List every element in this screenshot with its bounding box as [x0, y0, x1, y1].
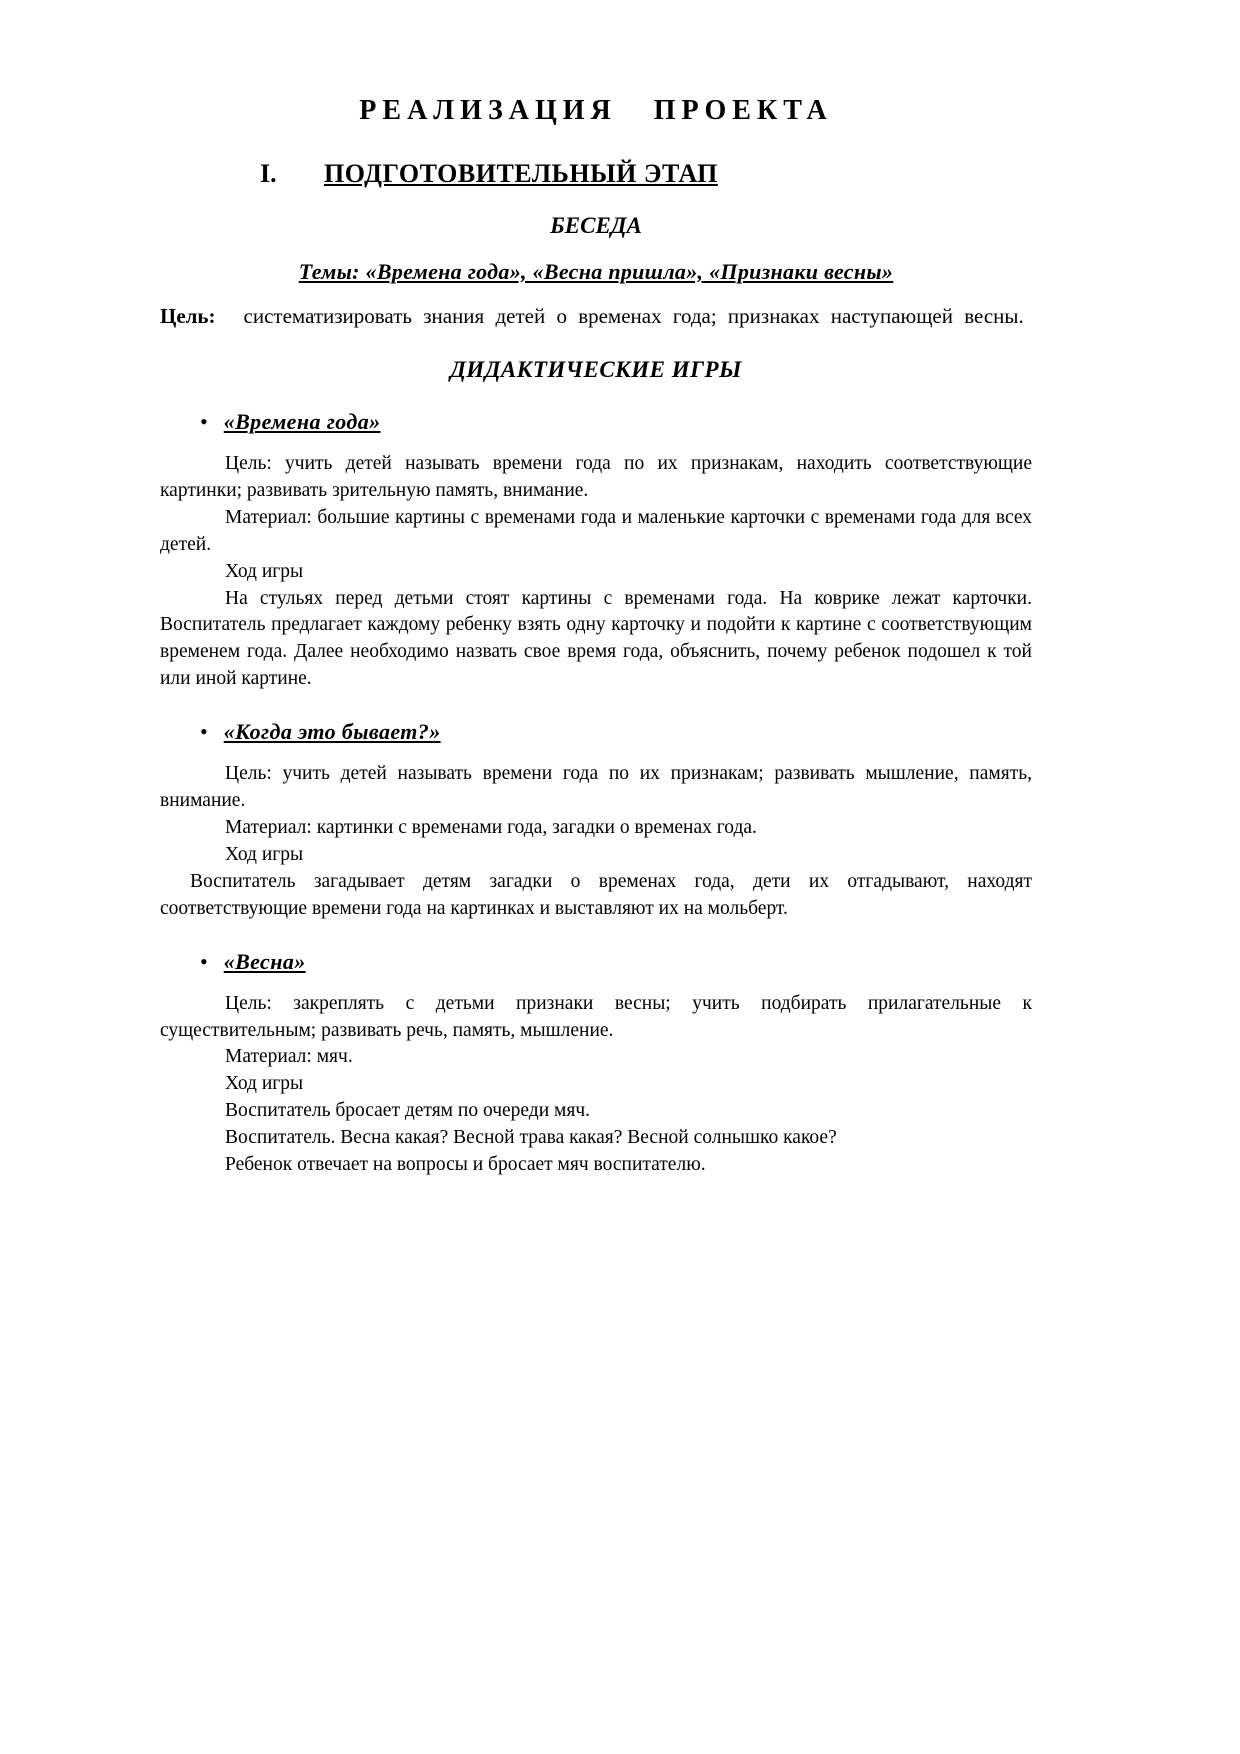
- game-paragraph: Ход игры: [225, 560, 304, 582]
- game-paragraph: Воспитатель бросает детям по очереди мяч.: [225, 1100, 591, 1122]
- themes-line: Темы: «Времена года», «Весна пришла», «Признаки весны»: [298, 259, 894, 284]
- stage-number: I.: [260, 159, 277, 188]
- bullet-icon: [200, 719, 208, 745]
- bullet-icon: [200, 409, 208, 435]
- game-paragraph: На стульях перед детьми стоят картины с временами года. На коврике лежат карточки. Воспитатель предлагает каждому ребенку взять одну карточку и подойти к картине с соответствующим временем года. Далее необходимо назвать свое время года, объяснить, почему ребенок подошел к той или иной картине.: [160, 587, 1032, 690]
- game-paragraph: Цель: учить детей называть времени года по их признакам, находить соответствующие картинки; развивать зрительную память, внимание.: [160, 453, 1032, 501]
- game-title: «Времена года»: [223, 409, 381, 434]
- game-paragraph: Материал: большие картины с временами года и маленькие карточки с временами года для всех детей.: [160, 506, 1032, 555]
- game-title-row: [160, 719, 1032, 745]
- game-paragraph: Цель: учить детей называть времени года по их признакам; развивать мышление, память, внимание.: [160, 763, 1032, 812]
- goal-text: систематизировать знания детей о временах года; признаках наступающей весны.: [243, 304, 1024, 328]
- game-title-row: [160, 949, 1032, 975]
- game-paragraph: Цель: закреплять с детьми признаки весны; учить подбирать прилагательные к существительным; развивать речь, память, мышление.: [160, 992, 1032, 1041]
- section-title: БЕСЕДА: [550, 213, 642, 238]
- game-paragraph: Материал: картинки с временами года, загадки о временах года.: [225, 816, 757, 838]
- stage-heading: [160, 159, 1032, 189]
- main-title: РЕАЛИЗАЦИЯ ПРОЕКТА: [359, 95, 833, 126]
- game-title-row: [160, 409, 1032, 435]
- game-title: «Весна»: [223, 948, 306, 974]
- stage-title: ПОДГОТОВИТЕЛЬНЫЙ ЭТАП: [324, 159, 718, 188]
- game-section-vremena-goda: [160, 409, 1032, 693]
- game-paragraph: Воспитатель. Весна какая? Весной трава какая? Весной солнышко какое?: [225, 1127, 837, 1149]
- game-paragraph: Материал: мяч.: [225, 1046, 353, 1068]
- game-paragraph: Ребенок отвечает на вопросы и бросает мяч воспитателю.: [225, 1154, 706, 1176]
- game-title: «Когда это бывает?»: [223, 719, 441, 745]
- game-paragraph: Ход игры: [225, 843, 304, 865]
- bullet-icon: [200, 949, 208, 975]
- game-paragraph: Ход игры: [225, 1073, 304, 1095]
- game-paragraph: Воспитатель загадывает детям загадки о временах года, дети их отгадывают, находят соответствующие времени года на картинках и выставляют их на мольберт.: [160, 870, 1032, 919]
- game-section-kogda-eto-byvaet: [160, 719, 1032, 922]
- game-section-vesna: [160, 949, 1032, 1179]
- games-heading: ДИДАКТИЧЕСКИЕ ИГРЫ: [450, 357, 742, 382]
- goal-paragraph: [160, 295, 1032, 337]
- goal-label: Цель:: [160, 304, 216, 328]
